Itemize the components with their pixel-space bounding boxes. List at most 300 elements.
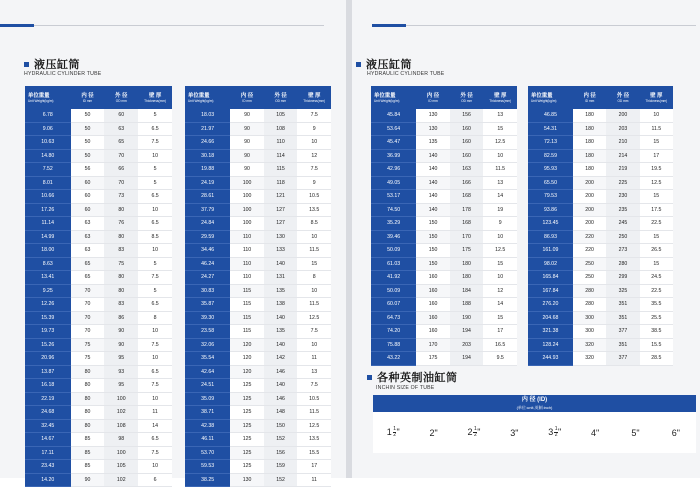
unit-weight-cell: 42.64	[185, 365, 230, 379]
wall-thickness-cell: 14	[483, 190, 517, 204]
table-row	[371, 163, 517, 177]
outer-diameter-header-label: 外 径	[115, 92, 128, 99]
inner-diameter-cell: 63	[71, 217, 105, 231]
unit-weight-cell: 14.67	[25, 433, 71, 447]
outer-diameter-cell: 146	[264, 392, 298, 406]
inner-diameter-cell: 85	[71, 460, 105, 474]
wall-thickness-cell: 6.5	[138, 190, 172, 204]
wall-thickness-cell: 11.5	[483, 163, 517, 177]
inner-diameter-header-unit: ID mm	[242, 98, 252, 103]
inner-diameter-cell: 320	[573, 352, 606, 366]
inner-diameter-cell: 65	[71, 257, 105, 271]
fraction-denominator: 2	[393, 432, 396, 439]
table-row	[25, 433, 172, 447]
wall-thickness-cell: 11.5	[297, 298, 331, 312]
wall-thickness-cell: 10	[297, 136, 331, 150]
wall-thickness-header	[483, 86, 517, 109]
table-header	[371, 86, 517, 109]
unit-weight-cell: 79.53	[528, 190, 573, 204]
outer-diameter-cell: 90	[104, 338, 138, 352]
table-row	[528, 203, 673, 217]
wall-thickness-cell: 11.5	[297, 244, 331, 258]
unit-weight-cell: 53.64	[371, 122, 416, 136]
inner-diameter-cell: 90	[71, 473, 105, 487]
table-row	[371, 149, 517, 163]
fraction-numerator: 1	[473, 426, 477, 433]
inner-diameter-cell: 125	[230, 433, 264, 447]
inch-mark: "	[557, 426, 562, 437]
inner-diameter-cell: 250	[573, 257, 606, 271]
inch-size-whole: 4"	[590, 427, 600, 438]
unit-weight-cell: 43.22	[371, 352, 416, 366]
inner-diameter-cell: 56	[71, 163, 105, 177]
inner-diameter-cell: 220	[573, 244, 606, 258]
table-row	[528, 217, 673, 231]
outer-diameter-cell: 114	[264, 149, 298, 163]
outer-diameter-cell: 133	[264, 244, 298, 258]
wall-thickness-header	[138, 86, 172, 109]
inner-diameter-cell: 70	[71, 325, 105, 339]
wall-thickness-header-label: 壁 厚	[308, 92, 321, 99]
table-row	[528, 271, 673, 285]
wall-thickness-cell: 8.5	[138, 230, 172, 244]
outer-diameter-cell: 135	[264, 284, 298, 298]
inner-diameter-cell: 50	[71, 149, 105, 163]
unit-weight-cell: 35.54	[185, 352, 230, 366]
unit-weight-cell: 59.53	[185, 460, 230, 474]
inner-diameter-cell: 90	[230, 163, 264, 177]
table-row	[371, 298, 517, 312]
unit-weight-cell: 86.93	[528, 230, 573, 244]
inner-diameter-cell: 70	[71, 298, 105, 312]
outer-diameter-cell: 200	[606, 109, 639, 122]
wall-thickness-cell: 6.5	[138, 365, 172, 379]
inner-diameter-cell: 300	[573, 311, 606, 325]
table-row	[528, 311, 673, 325]
outer-diameter-cell: 219	[606, 163, 639, 177]
unit-weight-cell: 72.13	[528, 136, 573, 150]
unit-weight-cell: 6.78	[25, 109, 71, 122]
unit-weight-cell: 54.31	[528, 122, 573, 136]
inner-diameter-cell: 80	[71, 365, 105, 379]
unit-weight-cell: 60.07	[371, 298, 416, 312]
table-row	[528, 230, 673, 244]
outer-diameter-cell: 140	[264, 257, 298, 271]
unit-weight-header-label: 单位重量	[28, 92, 50, 99]
unit-weight-cell: 35.87	[185, 298, 230, 312]
wall-thickness-cell: 11	[297, 352, 331, 366]
table-body	[185, 109, 331, 487]
spec-table-left-2	[185, 86, 331, 487]
unit-weight-cell: 32.06	[185, 338, 230, 352]
table-row	[185, 433, 331, 447]
table-row	[371, 217, 517, 231]
table-row	[25, 473, 172, 487]
inner-diameter-cell: 100	[230, 217, 264, 231]
table-header	[25, 86, 172, 109]
wall-thickness-cell: 15	[297, 257, 331, 271]
table-row	[528, 122, 673, 136]
inner-diameter-cell: 160	[416, 271, 450, 285]
unit-weight-cell: 75.88	[371, 338, 416, 352]
table-header	[528, 86, 673, 109]
unit-weight-cell: 32.45	[25, 419, 71, 433]
table-body	[25, 109, 172, 487]
table-row	[25, 298, 172, 312]
inner-diameter-cell: 115	[230, 284, 264, 298]
table-row	[25, 230, 172, 244]
unit-weight-cell: 244.93	[528, 352, 573, 366]
unit-weight-cell: 46.85	[528, 109, 573, 122]
inner-diameter-cell: 280	[573, 284, 606, 298]
table-row	[25, 325, 172, 339]
spec-table-right-2	[528, 86, 673, 366]
unit-weight-cell: 30.83	[185, 284, 230, 298]
wall-thickness-cell: 8	[138, 311, 172, 325]
wall-thickness-cell: 11.5	[640, 122, 673, 136]
wall-thickness-cell: 6	[138, 473, 172, 487]
wall-thickness-cell: 19	[483, 203, 517, 217]
outer-diameter-cell: 168	[450, 217, 484, 231]
table-row	[528, 149, 673, 163]
outer-diameter-cell: 100	[104, 446, 138, 460]
inner-diameter-cell: 150	[416, 230, 450, 244]
wall-thickness-cell: 6.5	[138, 122, 172, 136]
table-row	[185, 473, 331, 487]
outer-diameter-cell: 168	[450, 190, 484, 204]
wall-thickness-cell: 19.5	[640, 163, 673, 177]
unit-weight-cell: 12.26	[25, 298, 71, 312]
unit-weight-cell: 65.50	[528, 176, 573, 190]
wall-thickness-cell: 24.5	[640, 271, 673, 285]
outer-diameter-cell: 140	[264, 379, 298, 393]
wall-thickness-cell: 15.5	[640, 338, 673, 352]
outer-diameter-cell: 95	[104, 352, 138, 366]
unit-weight-cell: 24.19	[185, 176, 230, 190]
wall-thickness-cell: 10	[297, 284, 331, 298]
table-row	[185, 325, 331, 339]
wall-thickness-cell: 10	[138, 203, 172, 217]
title-marker-icon	[24, 62, 29, 67]
header-row	[528, 86, 673, 109]
table-row	[528, 257, 673, 271]
unit-weight-cell: 45.47	[371, 136, 416, 150]
table-row	[25, 446, 172, 460]
wall-thickness-cell: 15	[483, 311, 517, 325]
wall-thickness-cell: 10	[138, 392, 172, 406]
inner-diameter-cell: 100	[230, 190, 264, 204]
wall-thickness-cell: 10.5	[297, 190, 331, 204]
wall-thickness-cell: 9	[297, 176, 331, 190]
outer-diameter-cell: 75	[104, 257, 138, 271]
inner-diameter-cell: 70	[71, 311, 105, 325]
table-row	[528, 338, 673, 352]
inner-diameter-cell: 130	[416, 122, 450, 136]
left-section-subtitle: HYDRAULIC CYLINDER TUBE	[24, 71, 102, 77]
unit-weight-cell: 21.97	[185, 122, 230, 136]
outer-diameter-cell: 108	[264, 122, 298, 136]
table-row	[185, 149, 331, 163]
unit-weight-header-unit: Unit Weight(kg/m)	[374, 98, 400, 103]
unit-weight-cell: 128.24	[528, 338, 573, 352]
outer-diameter-cell: 175	[450, 244, 484, 258]
outer-diameter-cell: 225	[606, 176, 639, 190]
unit-weight-cell: 37.79	[185, 203, 230, 217]
table-row	[185, 365, 331, 379]
outer-diameter-cell: 131	[264, 271, 298, 285]
outer-diameter-cell: 142	[264, 352, 298, 366]
outer-diameter-header-unit: OD mm	[115, 98, 127, 103]
table-row	[185, 244, 331, 258]
outer-diameter-cell: 73	[104, 190, 138, 204]
outer-diameter-cell: 130	[264, 230, 298, 244]
left-section-title: 液压缸筒	[24, 56, 80, 72]
table-row	[371, 311, 517, 325]
table-row	[371, 284, 517, 298]
table-row	[25, 257, 172, 271]
inner-diameter-header	[573, 86, 606, 109]
outer-diameter-cell: 273	[606, 244, 639, 258]
wall-thickness-cell: 26.5	[640, 244, 673, 258]
outer-diameter-cell: 140	[264, 338, 298, 352]
inch-size-cell	[494, 428, 534, 438]
inner-diameter-header-unit: ID mm	[82, 98, 93, 103]
table-row	[25, 176, 172, 190]
unit-weight-cell: 9.06	[25, 122, 71, 136]
wall-thickness-cell: 15	[640, 257, 673, 271]
wall-thickness-cell: 12.5	[297, 419, 331, 433]
table-row	[25, 122, 172, 136]
outer-diameter-cell: 83	[104, 244, 138, 258]
inner-diameter-cell: 140	[416, 203, 450, 217]
outer-diameter-cell: 93	[104, 365, 138, 379]
wall-thickness-cell: 10	[138, 325, 172, 339]
inner-diameter-cell: 60	[71, 203, 105, 217]
outer-diameter-cell: 156	[450, 109, 484, 122]
inch-size-cell	[615, 428, 655, 438]
table-row	[185, 284, 331, 298]
inner-diameter-cell: 140	[416, 176, 450, 190]
wall-thickness-cell: 13	[483, 176, 517, 190]
inch-size-table	[373, 395, 696, 453]
inner-diameter-cell: 125	[230, 460, 264, 474]
unit-weight-cell: 50.09	[371, 244, 416, 258]
inch-size-cell	[454, 427, 494, 438]
title-marker-icon	[367, 375, 372, 380]
wall-thickness-cell: 22.5	[640, 217, 673, 231]
table-row	[371, 244, 517, 258]
wall-thickness-cell: 25.5	[640, 311, 673, 325]
inner-diameter-cell: 80	[71, 406, 105, 420]
inner-diameter-header	[416, 86, 450, 109]
table-row	[185, 257, 331, 271]
unit-weight-cell: 95.93	[528, 163, 573, 177]
table-row	[25, 338, 172, 352]
fraction-denominator: 2	[554, 432, 558, 439]
wall-thickness-cell: 7.5	[297, 163, 331, 177]
wall-thickness-cell: 17	[483, 325, 517, 339]
outer-diameter-cell: 76	[104, 217, 138, 231]
wall-thickness-cell: 10	[138, 460, 172, 474]
table-row	[185, 311, 331, 325]
inch-header-label: 内 径 (ID)	[521, 397, 548, 403]
inner-diameter-cell: 70	[71, 284, 105, 298]
wall-thickness-cell: 6.5	[138, 217, 172, 231]
unit-weight-cell: 17.11	[25, 446, 71, 460]
table-row	[185, 446, 331, 460]
unit-weight-cell: 53.70	[185, 446, 230, 460]
unit-weight-cell: 19.88	[185, 163, 230, 177]
wall-thickness-cell: 7.5	[138, 271, 172, 285]
outer-diameter-cell: 66	[104, 163, 138, 177]
inner-diameter-cell: 200	[573, 203, 606, 217]
unit-weight-cell: 14.80	[25, 149, 71, 163]
wall-thickness-header-unit: Thickness(mm)	[144, 98, 166, 103]
outer-diameter-cell: 166	[450, 176, 484, 190]
fraction-denominator: 2	[473, 432, 477, 439]
unit-weight-cell: 161.09	[528, 244, 573, 258]
wall-thickness-cell: 10	[483, 149, 517, 163]
outer-diameter-cell: 235	[606, 203, 639, 217]
wall-thickness-cell: 10	[138, 149, 172, 163]
unit-weight-cell: 42.38	[185, 419, 230, 433]
outer-diameter-cell: 115	[264, 163, 298, 177]
wall-thickness-cell: 15	[640, 190, 673, 204]
unit-weight-header-unit: Unit Weight(kg/m)	[28, 98, 54, 103]
outer-diameter-cell: 351	[606, 338, 639, 352]
unit-weight-cell: 38.25	[185, 473, 230, 487]
unit-weight-cell: 49.05	[371, 176, 416, 190]
unit-weight-header	[185, 86, 230, 109]
unit-weight-cell: 18.03	[185, 109, 230, 122]
spec-table-left-1	[25, 86, 172, 487]
outer-diameter-header-unit: OD mm	[617, 98, 629, 103]
right-top-rule	[406, 25, 696, 26]
table-row	[371, 338, 517, 352]
unit-weight-cell: 204.68	[528, 311, 573, 325]
unit-weight-cell: 23.43	[25, 460, 71, 474]
unit-weight-cell: 15.39	[25, 311, 71, 325]
wall-thickness-header-label: 壁 厚	[650, 92, 663, 99]
unit-weight-cell: 46.24	[185, 257, 230, 271]
inner-diameter-cell: 90	[230, 109, 264, 122]
unit-weight-cell: 17.26	[25, 203, 71, 217]
inner-diameter-cell: 120	[230, 352, 264, 366]
inner-diameter-cell: 63	[71, 230, 105, 244]
table-row	[185, 352, 331, 366]
wall-thickness-header-unit: Thickness(mm)	[303, 98, 326, 103]
inner-diameter-cell: 280	[573, 298, 606, 312]
outer-diameter-cell: 70	[104, 176, 138, 190]
wall-thickness-cell: 10	[483, 271, 517, 285]
table-row	[185, 460, 331, 474]
table-row	[185, 136, 331, 150]
wall-thickness-cell: 13	[297, 365, 331, 379]
table-row	[185, 338, 331, 352]
header-row	[25, 86, 172, 109]
inner-diameter-cell: 115	[230, 325, 264, 339]
table-row	[25, 190, 172, 204]
outer-diameter-cell: 194	[450, 352, 484, 366]
outer-diameter-cell: 63	[104, 122, 138, 136]
outer-diameter-header-unit: OD mm	[275, 98, 287, 103]
outer-diameter-cell: 102	[104, 406, 138, 420]
table-row	[185, 298, 331, 312]
unit-weight-cell: 10.63	[25, 136, 71, 150]
table-row	[25, 244, 172, 258]
inner-diameter-cell: 90	[230, 149, 264, 163]
table-row	[25, 365, 172, 379]
table-row	[371, 176, 517, 190]
table-row	[371, 203, 517, 217]
inner-diameter-header-label: 内 径	[426, 92, 440, 99]
table-row	[25, 136, 172, 150]
wall-thickness-cell: 12.5	[640, 176, 673, 190]
inner-diameter-cell: 160	[416, 284, 450, 298]
unit-weight-header-unit: Unit Weight(kg/m)	[531, 98, 557, 103]
outer-diameter-cell: 152	[264, 433, 298, 447]
wall-thickness-cell: 10	[297, 338, 331, 352]
outer-diameter-cell: 121	[264, 190, 298, 204]
outer-diameter-header-unit: OD mm	[461, 98, 473, 103]
inner-diameter-cell: 50	[71, 122, 105, 136]
outer-diameter-cell: 299	[606, 271, 639, 285]
fraction-numerator: 1	[554, 426, 558, 433]
inner-diameter-cell: 110	[230, 244, 264, 258]
unit-weight-cell: 24.84	[185, 217, 230, 231]
inner-diameter-cell: 175	[416, 352, 450, 366]
table-row	[185, 176, 331, 190]
inner-diameter-cell: 150	[416, 257, 450, 271]
wall-thickness-cell: 11.5	[297, 406, 331, 420]
inner-diameter-cell: 180	[573, 136, 606, 150]
table-row	[371, 109, 517, 122]
wall-thickness-cell: 11	[138, 406, 172, 420]
wall-thickness-cell: 17	[640, 149, 673, 163]
unit-weight-header	[25, 86, 71, 109]
inner-diameter-cell: 100	[230, 176, 264, 190]
outer-diameter-cell: 100	[104, 392, 138, 406]
inner-diameter-cell: 60	[71, 176, 105, 190]
inch-size-whole: 5"	[631, 427, 640, 438]
outer-diameter-cell: 65	[104, 136, 138, 150]
inch-mark: "	[477, 426, 481, 437]
wall-thickness-cell: 5	[138, 109, 172, 122]
table-row	[528, 109, 673, 122]
inch-size-whole: 2	[467, 426, 473, 437]
inner-diameter-cell: 80	[71, 419, 105, 433]
wall-thickness-cell: 12	[483, 284, 517, 298]
wall-thickness-cell: 10	[138, 352, 172, 366]
inch-size-whole: 2"	[429, 427, 438, 438]
inner-diameter-header	[230, 86, 264, 109]
wall-thickness-cell: 10	[483, 230, 517, 244]
wall-thickness-cell: 17.5	[640, 203, 673, 217]
wall-thickness-cell: 5	[138, 284, 172, 298]
unit-weight-cell: 41.92	[371, 271, 416, 285]
outer-diameter-cell: 160	[450, 149, 484, 163]
outer-diameter-header	[104, 86, 138, 109]
outer-diameter-cell: 163	[450, 163, 484, 177]
table-row	[25, 392, 172, 406]
outer-diameter-cell: 152	[264, 473, 298, 487]
table-row	[25, 284, 172, 298]
inner-diameter-cell: 180	[573, 122, 606, 136]
table-row	[25, 352, 172, 366]
unit-weight-cell: 34.46	[185, 244, 230, 258]
unit-weight-cell: 93.86	[528, 203, 573, 217]
wall-thickness-cell: 13.5	[297, 203, 331, 217]
